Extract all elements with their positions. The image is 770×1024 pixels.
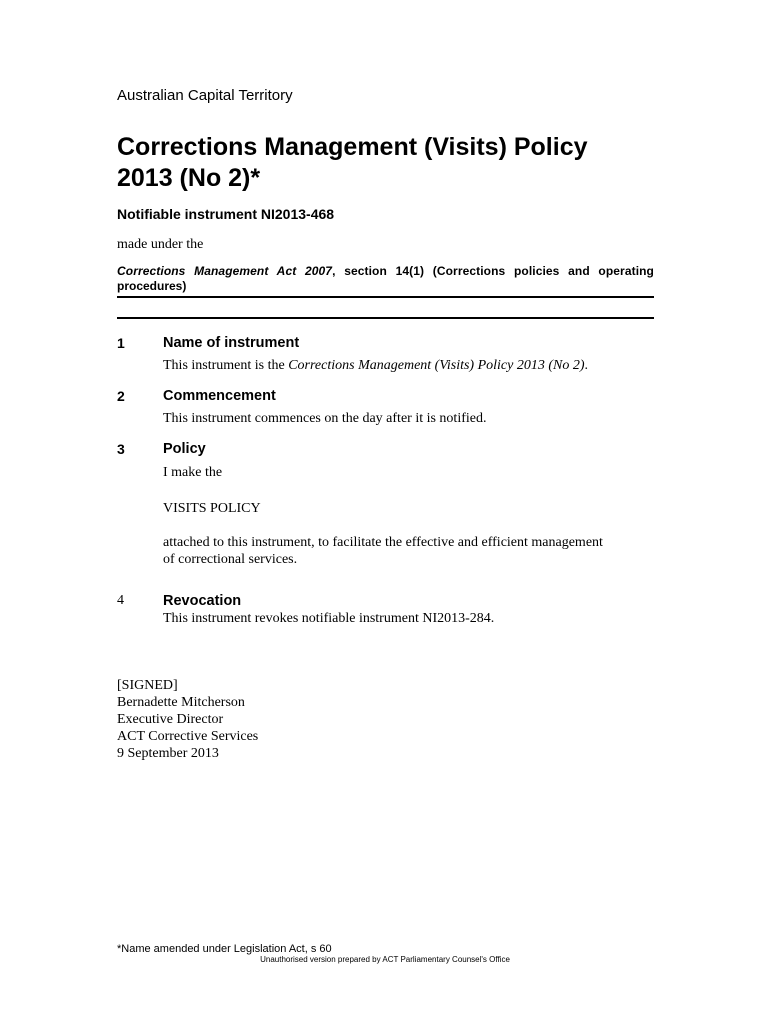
signatory-agency: ACT Corrective Services [117, 729, 259, 744]
authority-line-2: procedures) [117, 279, 187, 293]
section-3-policy-name: VISITS POLICY [163, 501, 261, 516]
section-3-text-3-line-1: attached to this instrument, to facilitate the effective and efficient management [163, 535, 603, 550]
signed-mark: [SIGNED] [117, 678, 178, 693]
section-1-number: 1 [117, 335, 125, 351]
signature-block [117, 677, 258, 762]
section-1-text-italic: Corrections Management (Visits) Policy 2013 (No 2) [288, 358, 585, 373]
instrument-number: Notifiable instrument NI2013-468 [117, 206, 335, 222]
footnote: *Name amended under Legislation Act, s 60 [117, 943, 332, 955]
section-4-number: 4 [117, 593, 124, 608]
section-3-number: 3 [117, 441, 125, 457]
page-footer: Unauthorised version prepared by ACT Parliamentary Counsel's Office [260, 955, 510, 964]
signatory-name: Bernadette Mitcherson [117, 695, 245, 710]
section-1-text-suffix: . [584, 358, 589, 373]
divider-bottom [117, 317, 654, 319]
page-title [117, 132, 657, 194]
signature-date: 9 September 2013 [117, 746, 219, 761]
section-1-text-prefix: This instrument is the [163, 358, 289, 373]
section-4-heading: Revocation [163, 593, 242, 609]
section-3-text-1: I make the [163, 465, 223, 480]
section-2-text: This instrument commences on the day after it is notified. [163, 411, 487, 426]
title-line-2: 2013 (No 2)* [117, 164, 261, 192]
made-under: made under the [117, 237, 204, 252]
jurisdiction: Australian Capital Territory [117, 87, 293, 104]
divider-top [117, 296, 654, 298]
section-3-text-3 [163, 534, 653, 568]
section-3-heading: Policy [163, 441, 206, 457]
section-3-text-3-line-2: of correctional services. [163, 552, 298, 567]
title-line-1: Corrections Management (Visits) Policy [117, 133, 588, 161]
section-2-heading: Commencement [163, 388, 276, 404]
authority-act: Corrections Management Act 2007 [117, 264, 333, 278]
section-4-text: This instrument revokes notifiable instrument NI2013-284. [163, 611, 495, 626]
section-2-number: 2 [117, 388, 125, 404]
authority-rest: , section 14(1) (Corrections policies and operating [332, 264, 654, 278]
section-1-heading: Name of instrument [163, 335, 300, 351]
authority-line-1 [117, 264, 654, 279]
section-1-text [163, 357, 653, 374]
signatory-position: Executive Director [117, 712, 224, 727]
